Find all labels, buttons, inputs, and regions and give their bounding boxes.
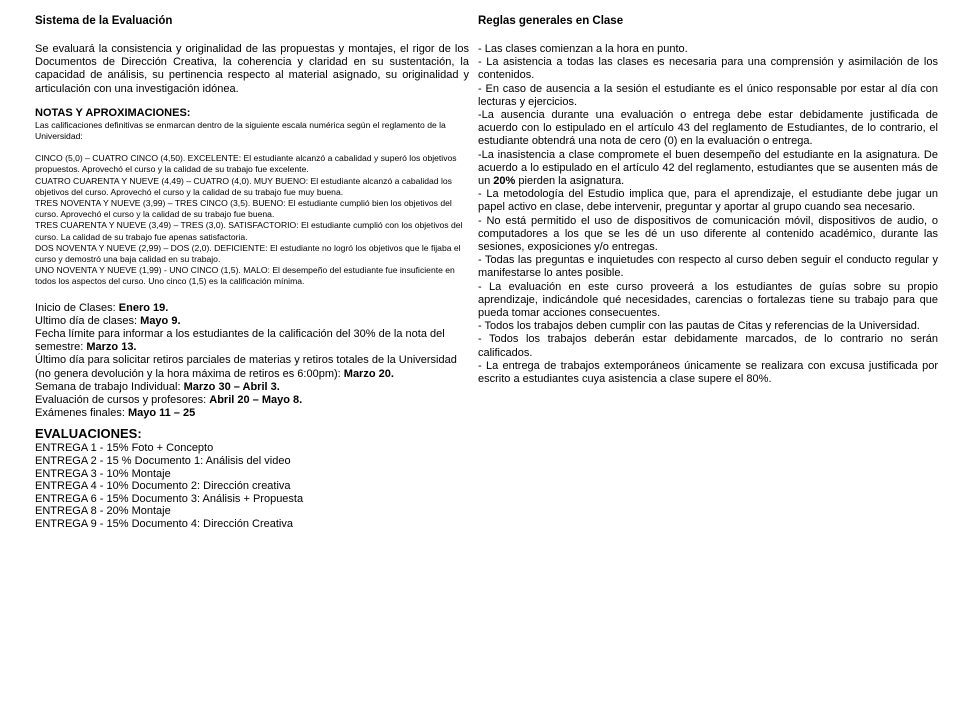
notes-title: NOTAS Y APROXIMACIONES:	[35, 106, 191, 119]
date-label: Ultimo día de clases:	[35, 314, 141, 327]
date-item	[35, 394, 469, 407]
date-item	[35, 328, 469, 354]
class-rules-column	[478, 14, 938, 386]
evaluations-list	[35, 442, 469, 530]
rule-item	[478, 254, 938, 280]
rule-text: -La ausencia durante una evaluación o entrega debe estar debidamente justificada de acuerdo con lo estipulado en el artículo 43 del reglamento de Estudiantes, de lo contrario, el estudiante obtendrá una nota de cero (0) en la evaluación o entrega.	[478, 109, 938, 148]
rule-text: - La entrega de trabajos extemporáneos únicamente se realizara con excusa justificada por escrito a estudiantes cuya asistencia a clase supere el 80%.	[478, 359, 938, 386]
date-value: Enero 19.	[118, 301, 169, 314]
date-item	[35, 354, 469, 380]
date-label: Último día para solicitar retiros parciales de materias y retiros totales de la Universidad (no genera devolución y la hora máxima de retiros es 6:00pm):	[35, 354, 457, 380]
evaluation-system-title: Sistema de la Evaluación	[35, 15, 173, 27]
rule-text: - Todos los trabajos deberán estar debidamente marcados, de lo contrario no serán calificados.	[478, 333, 938, 359]
date-item	[35, 407, 469, 420]
date-item	[35, 381, 469, 394]
class-rules-title: Reglas generales en Clase	[478, 15, 624, 27]
date-label: Evaluación de cursos y profesores:	[35, 394, 210, 407]
grade-scale	[35, 153, 469, 287]
date-item	[35, 315, 469, 328]
rule-item	[478, 281, 938, 321]
date-value: Marzo 30 – Abril 3.	[183, 380, 280, 393]
rule-text: - En caso de ausencia a la sesión el estudiante es el único responsable por estar al día con lecturas y ejercicios.	[478, 82, 938, 108]
rule-text: - La evaluación en este curso proveerá a los estudiantes de guías sobre su propio aprendizaje, indicándole qué necesidades, carencias o fortalezas tiene su trabajo para que pueda tomar acciones consecuentes.	[478, 280, 938, 320]
rule-item	[478, 320, 938, 333]
evaluation-item: ENTREGA 6 - 15% Documento 3: Análisis + Propuesta	[35, 492, 304, 505]
rule-text: - La asistencia a todas las clases es necesaria para una comprensión y asimilación de los contenidos.	[478, 56, 938, 82]
grade-item: CUATRO CUARENTA Y NUEVE (4,49) – CUATRO (4,0). MUY BUENO: El estudiante alcanzó a cabalidad los objetivos del curso. Aprovechó el curso y la calidad de su trabajo fue muy buena.	[35, 175, 452, 197]
rule-item	[478, 188, 938, 214]
evaluation-item: ENTREGA 1 - 15% Foto + Concepto	[35, 442, 214, 455]
rule-item	[478, 149, 938, 189]
rule-item	[478, 83, 938, 109]
grade-item: TRES NOVENTA Y NUEVE (3,99) – TRES CINCO (3,5). BUENO: El estudiante cumplió bien los objetivos del curso. Aprovechó el curso y la calidad de su trabajo fue buena.	[35, 198, 452, 220]
date-label: Semana de trabajo Individual:	[35, 380, 184, 393]
date-item	[35, 302, 469, 315]
date-value: Marzo 20.	[343, 367, 394, 380]
rule-item	[478, 215, 938, 255]
evaluation-intro: Se evaluará la consistencia y originalidad de las propuestas y montajes, el rigor de los Documentos de Dirección Creativa, la coherencia y claridad en su sustentación, la capacidad de análisis, su pertinencia respecto al material asignado, su originalidad y articulación con una investigación idónea.	[35, 43, 469, 95]
date-value: Mayo 11 – 25	[127, 407, 196, 420]
rule-item	[478, 43, 938, 56]
evaluation-item: ENTREGA 8 - 20% Montaje	[35, 505, 171, 518]
evaluation-item: ENTREGA 2 - 15 % Documento 1: Análisis del video	[35, 455, 291, 468]
grade-item: CINCO (5,0) – CUATRO CINCO (4,50). EXCELENTE: El estudiante alcanzó a cabalidad y superó los objetivos propuestos. Aprovechó el curso y la calidad de su trabajo fue excelente.	[35, 153, 457, 175]
grade-item: DOS NOVENTA Y NUEVE (2,99) – DOS (2,0). DEFICIENTE: El estudiante no logró los objetivos que le fijaba el curso y demostró una baja calidad en su trabajo.	[35, 242, 461, 265]
rules-list	[478, 43, 938, 386]
spacer	[35, 142, 469, 153]
date-value: Mayo 9.	[140, 314, 181, 327]
rule-item	[478, 333, 938, 359]
rule-item	[478, 109, 938, 149]
evaluation-item: ENTREGA 3 - 10% Montaje	[35, 467, 171, 480]
date-label: Fecha límite para informar a los estudiantes de la calificación del 30% de la nota del semestre:	[35, 328, 445, 354]
rule-text: - Las clases comienzan a la hora en punto.	[478, 43, 688, 55]
rule-item	[478, 56, 938, 82]
rule-bold: 20%	[493, 175, 516, 188]
rule-item	[478, 360, 938, 386]
rule-text-end: pierden la asignatura.	[515, 175, 625, 188]
rule-text: -La inasistencia a clase compromete el buen desempeño del estudiante en la asignatura. De acuerdo a lo estipulado en el artículo 42 del reglamento, estudiantes que se ausenten más de un	[478, 148, 938, 188]
date-label: Exámenes finales:	[35, 407, 128, 420]
rule-text: - Todas las preguntas e inquietudes con respecto al curso deben seguir el conducto regular y manifestarse lo antes posible.	[478, 254, 938, 280]
evaluation-item: ENTREGA 9 - 15% Documento 4: Dirección Creativa	[35, 518, 293, 531]
evaluations-title: EVALUACIONES:	[35, 426, 142, 442]
calendar-dates	[35, 302, 469, 421]
notes-intro: Las calificaciones definitivas se enmarcan dentro de la siguiente escala numérica según el reglamento de la Universidad:	[35, 119, 446, 142]
evaluation-item: ENTREGA 4 - 10% Documento 2: Dirección creativa	[35, 480, 291, 493]
grade-item: TRES CUARENTA Y NUEVE (3,49) – TRES (3,0). SATISFACTORIO: El estudiante cumplió con los objetivos del curso. La calidad de su trabajo fue apenas satisfactoria.	[35, 220, 463, 242]
rule-text: - Todos los trabajos deben cumplir con las pautas de Citas y referencias de la Universidad.	[478, 320, 920, 333]
date-value: Marzo 13.	[86, 341, 137, 354]
evaluation-system-column	[35, 14, 469, 531]
grade-item: UNO NOVENTA Y NUEVE (1,99) - UNO CINCO (1,5). MALO: El desempeño del estudiante fue insuficiente en todos los aspectos del curso. Uno cinco (1,5) es la calificación mínima.	[35, 265, 455, 287]
rule-text: - La metodología del Estudio implica que, para el aprendizaje, el estudiante debe jugar un papel activo en clase, debe intervenir, preguntar y aportar al grupo cuando sea necesario.	[478, 188, 938, 214]
date-value: Abril 20 – Mayo 8.	[209, 394, 303, 407]
rule-text: - No está permitido el uso de dispositivos de comunicación móvil, dispositivos de audio, o computadores a los que se les dé un uso diferente al contenido académico, durante las sesiones, exposiciones y/o entregas.	[478, 214, 938, 254]
date-label: Inicio de Clases:	[35, 301, 119, 314]
